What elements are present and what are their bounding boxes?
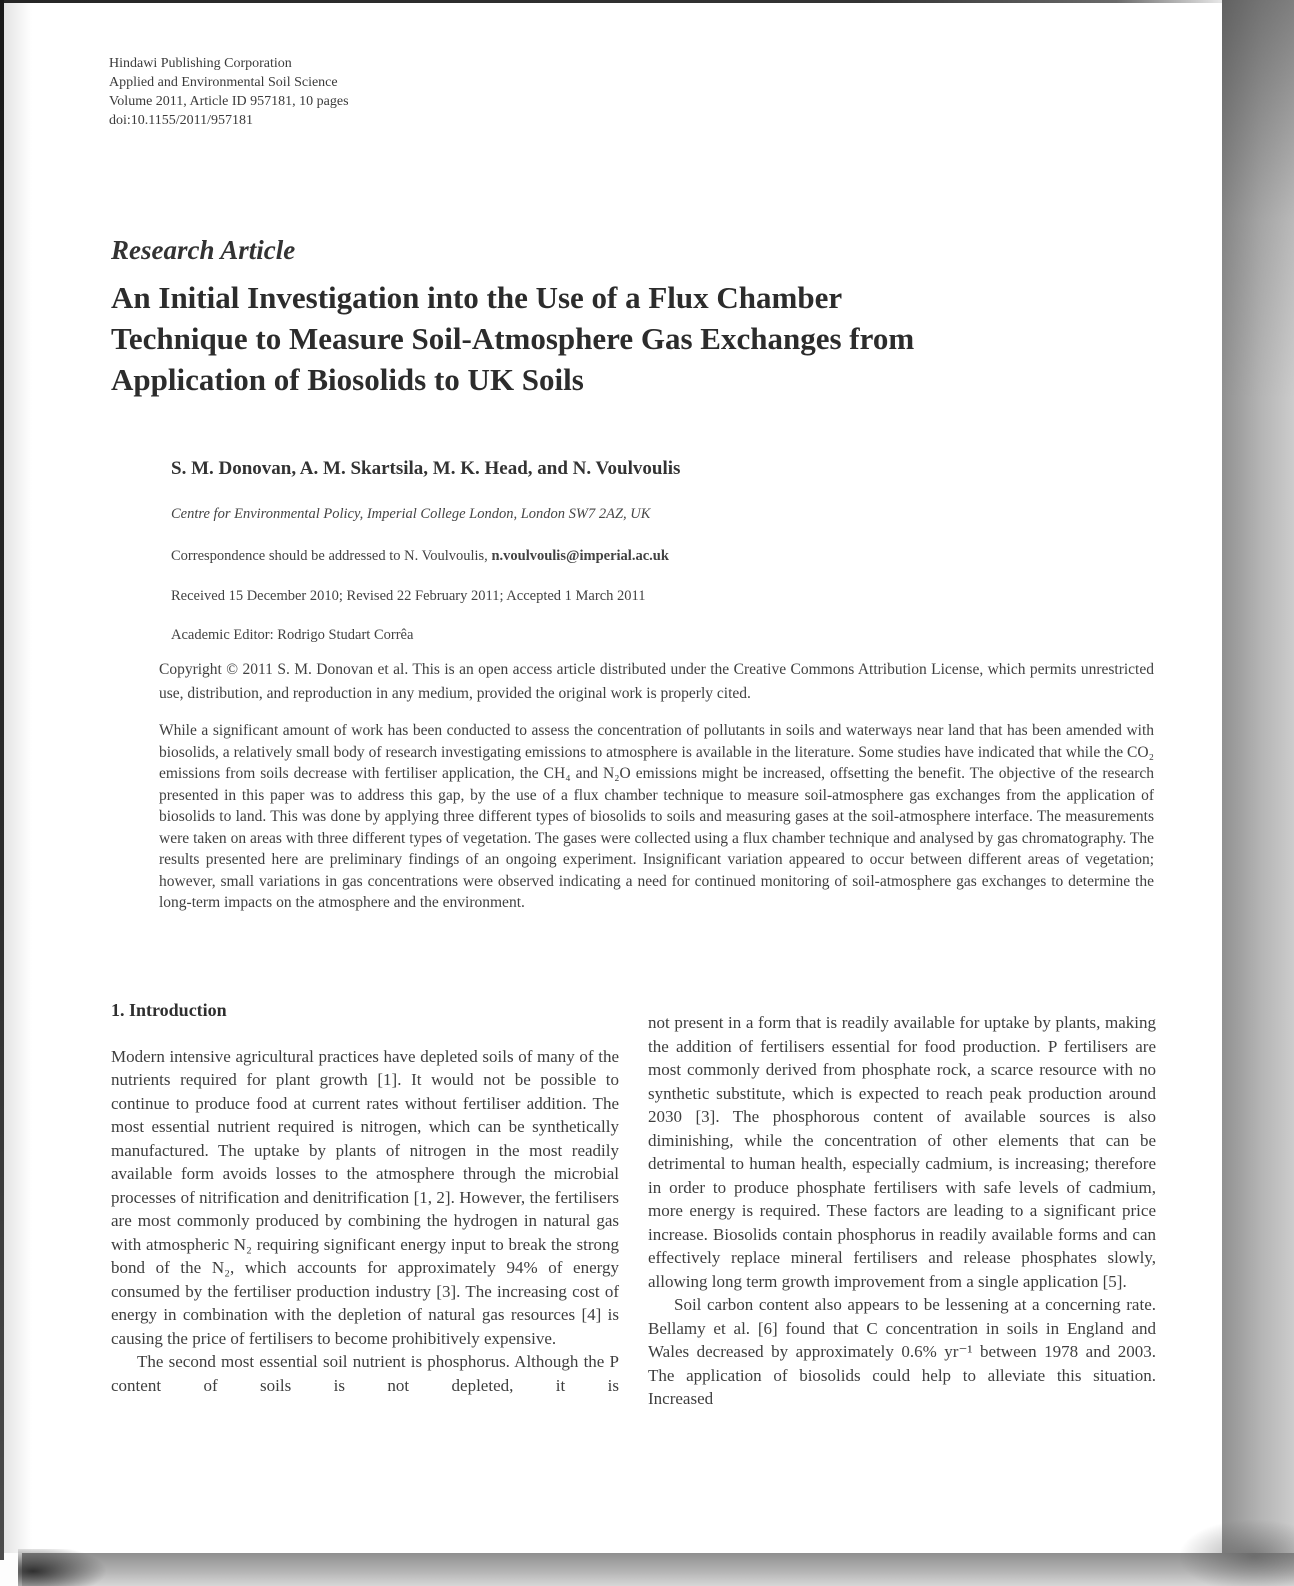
page-shadow-bottom: [22, 1553, 1294, 1586]
section-heading-introduction: 1. Introduction: [111, 1000, 227, 1020]
article-page: [4, 3, 1222, 1553]
scan-top-edge: [0, 0, 1240, 3]
publisher-header: [109, 54, 349, 130]
article-title-line: An Initial Investigation into the Use of a Flux Chamber: [111, 280, 843, 315]
correspondence-text: Correspondence should be addressed to N. Voulvoulis,: [171, 548, 492, 564]
doi-line: doi:10.1155/2011/957181: [109, 113, 254, 128]
two-column-body: [111, 999, 1156, 1411]
intro-paragraph: Modern intensive agricultural practices have depleted soils of many of the nutrients required for plant growth [1]. It would not be possible to continue to produce food at current rates without fertiliser addition. The most essential nutrient required is nitrogen, which can be synthetically manufactured. The uptake by plants of nitrogen in the most readily available form avoids losses to the atmosphere through the microbial processes of nitrification and denitrification [1, 2]. However, the fertilisers are most commonly produced by combining the hydrogen in natural gas with atmospheric N₂ requiring significant energy input to break the strong bond of the N₂, which accounts for approximately 94% of energy consumed by the fertiliser production industry [3]. The increasing cost of energy in combination with the depletion of natural gas resources [4] is causing the price of fertilisers to become prohibitively expensive.: [111, 1046, 619, 1348]
affiliation-line: Centre for Environmental Policy, Imperial College London, London SW7 2AZ, UK: [171, 506, 651, 522]
scan-left-edge: [0, 0, 4, 1560]
body-column-right: [648, 999, 1156, 1411]
article-type-label: Research Article: [111, 235, 296, 265]
body-column-left: [111, 999, 619, 1411]
page-shadow-corner-bottom-left: [18, 1549, 168, 1586]
authors-line: S. M. Donovan, A. M. Skartsila, M. K. Head, and N. Voulvoulis: [171, 458, 681, 479]
correspondence-line: [171, 548, 669, 565]
page-content: [4, 3, 1222, 1553]
article-title-line: Application of Biosolids to UK Soils: [111, 362, 584, 397]
intro-paragraph: The second most essential soil nutrient is phosphorus. Although the P content of soils is not depleted, it is: [111, 1352, 619, 1395]
academic-editor-line: Academic Editor: Rodrigo Studart Corrêa: [171, 627, 414, 643]
volume-article-id: Volume 2011, Article ID 957181, 10 pages: [109, 94, 349, 109]
publisher-name: Hindawi Publishing Corporation: [109, 56, 292, 71]
history-line: Received 15 December 2010; Revised 22 February 2011; Accepted 1 March 2011: [171, 588, 646, 604]
abstract-paragraph: While a significant amount of work has been conducted to assess the concentration of pollutants in soils and waterways near land that has been amended with biosolids, a relatively small body of research investigating emissions to atmosphere is available in the literature. Some studies have indicated that while the CO₂ emissions from soils decrease with fertiliser application, the CH₄ and N₂O emissions might be increased, offsetting the benefit. The objective of the research presented in this paper was to address this gap, by the use of a flux chamber technique to measure soil-atmosphere gas exchanges from the application of biosolids to land. This was done by applying three different types of biosolids to soils and measuring gases at the soil-atmosphere interface. The measurements were taken on areas with three different types of vegetation. The gases were collected using a flux chamber technique and analysed by gas chromatography. The results presented here are preliminary findings of an ongoing experiment. Insignificant variation appeared to occur between different areas of vegetation; however, small variations in gas concentrations were observed indicating a need for continued monitoring of soil-atmosphere gas exchanges to determine the long-term impacts on the atmosphere and the environment.: [159, 722, 1154, 911]
journal-name: Applied and Environmental Soil Science: [109, 75, 338, 90]
copyright-paragraph: Copyright © 2011 S. M. Donovan et al. This is an open access article distributed under the Creative Commons Attribution License, which permits unrestricted use, distribution, and reproduction in any medium, provided the original work is properly cited.: [159, 661, 1154, 702]
article-title-line: Technique to Measure Soil-Atmosphere Gas Exchanges from: [111, 321, 915, 356]
page-shadow-right: [1222, 0, 1294, 1553]
intro-paragraph: Soil carbon content also appears to be lessening at a concerning rate. Bellamy et al. [6] found that C concentration in soils in England and Wales decreased by approximately 0.6% yr⁻¹ between 1978 and 2003. The application of biosolids could help to alleviate this situation. Increased: [648, 1295, 1156, 1408]
correspondence-email: n.voulvoulis@imperial.ac.uk: [491, 548, 669, 564]
intro-paragraph: not present in a form that is readily available for uptake by plants, making the addition of fertilisers essential for food production. P fertilisers are most commonly derived from phosphate rock, a scarce resource with no synthetic substitute, which is expected to reach peak production around 2030 [3]. The phosphorous content of available sources is also diminishing, while the concentration of other elements that can be detrimental to human health, especially cadmium, is increasing; therefore in order to produce phosphate fertilisers with safe levels of cadmium, more energy is required. These factors are leading to a significant price increase. Biosolids contain phosphorus in readily available forms and can effectively replace mineral fertilisers and release phosphates slowly, allowing long term growth improvement from a single application [5].: [648, 1013, 1156, 1291]
page-shadow-corner-bottom-right: [1180, 1520, 1294, 1586]
article-title: [111, 277, 1091, 400]
